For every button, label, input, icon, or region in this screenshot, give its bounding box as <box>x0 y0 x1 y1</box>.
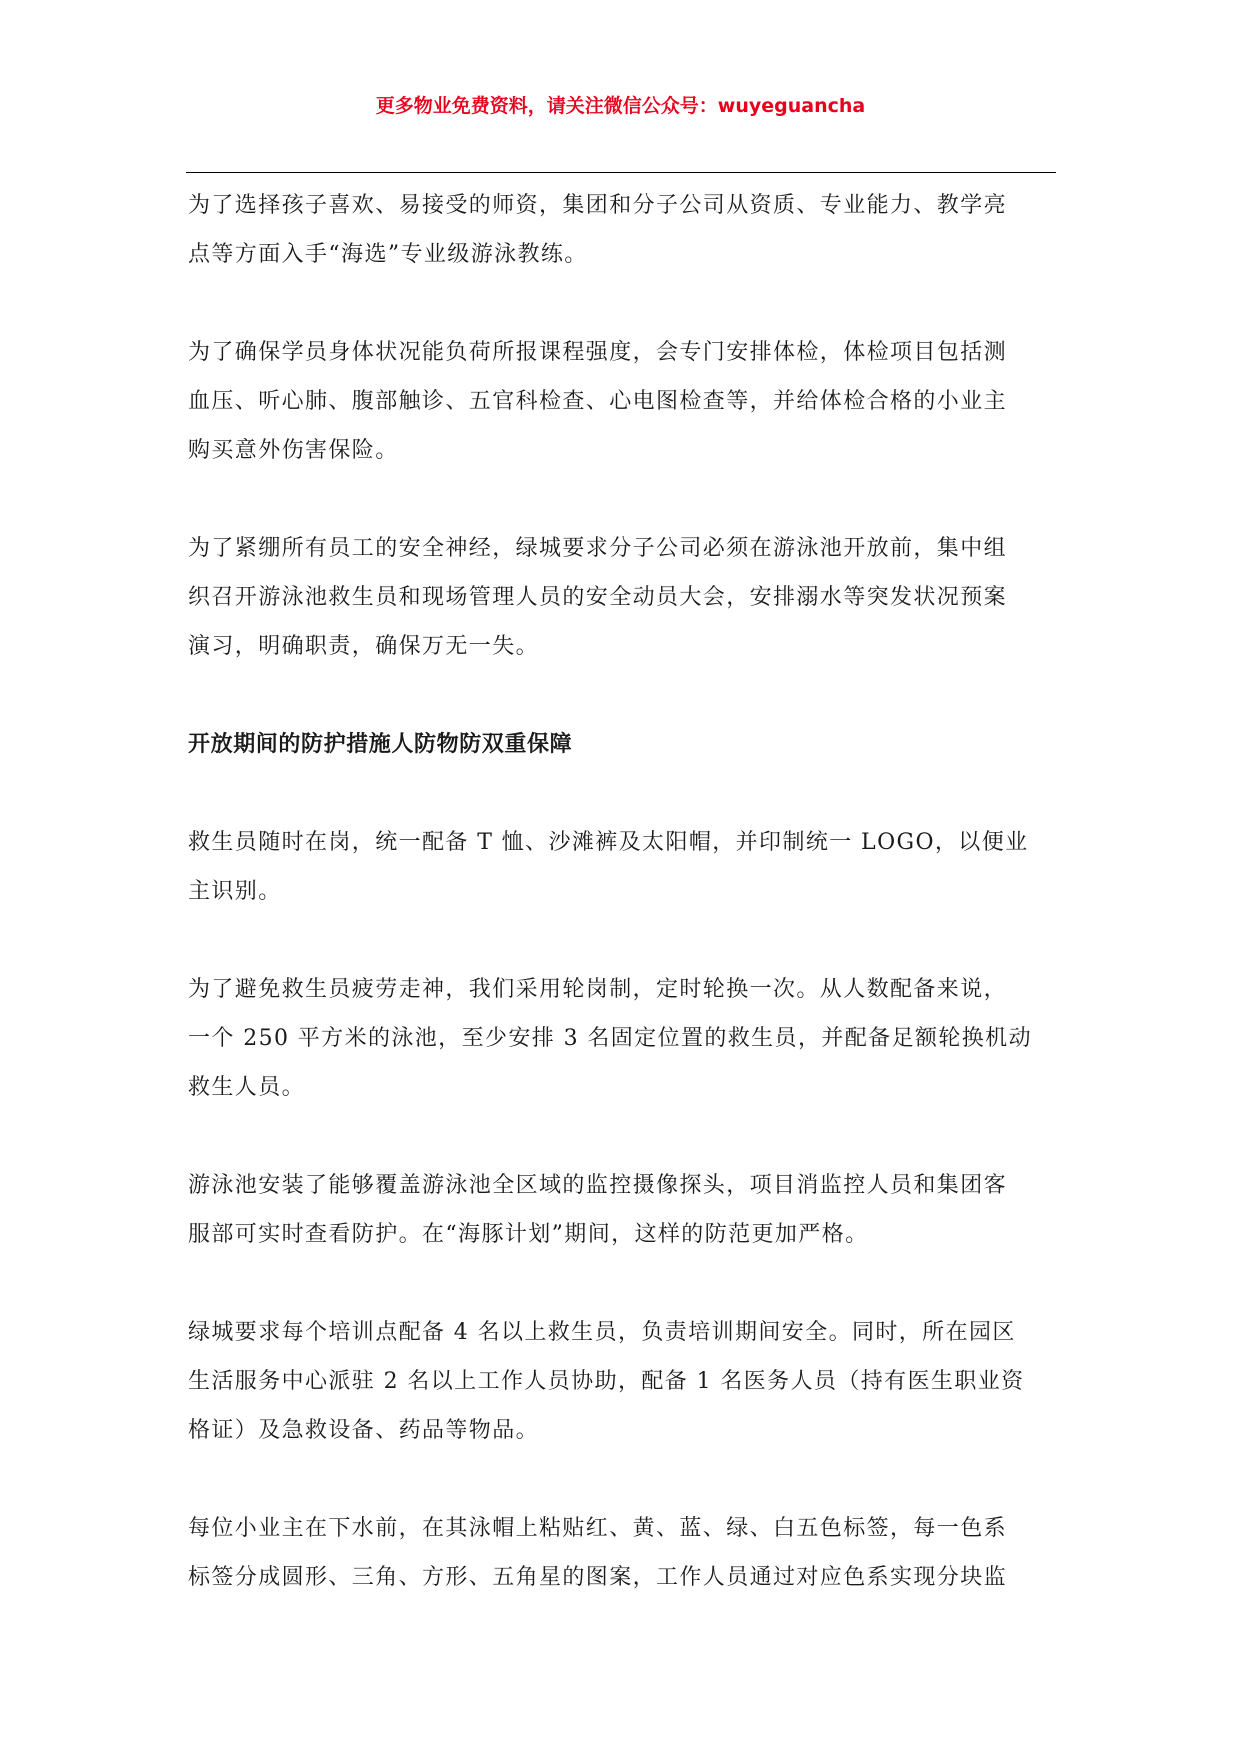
paragraph <box>188 328 1054 475</box>
paragraph <box>188 1504 1054 1602</box>
paragraph <box>188 1161 1054 1259</box>
text-line: 为了选择孩子喜欢、易接受的师资，集团和分子公司从资质、专业能力、教学亮 <box>188 193 1008 218</box>
paragraph <box>188 818 1054 916</box>
document-body <box>188 181 1054 1651</box>
text-line: 每位小业主在下水前，在其泳帽上粘贴红、黄、蓝、绿、白五色标签，每一色系 <box>188 1516 1008 1541</box>
paragraph <box>188 1308 1054 1455</box>
text-line: 游泳池安装了能够覆盖游泳池全区域的监控摄像探头，项目消监控人员和集团客 <box>188 1173 1008 1198</box>
text-line: 标签分成圆形、三角、方形、五角星的图案，工作人员通过对应色系实现分块监 <box>188 1565 1008 1590</box>
promo-header-text: 更多物业免费资料，请关注微信公众号：wuyeguancha <box>375 95 866 117</box>
text-line: 点等方面入手“海选”专业级游泳教练。 <box>188 242 588 267</box>
paragraph <box>188 181 1054 279</box>
text-line: 为了避免救生员疲劳走神，我们采用轮岗制，定时轮换一次。从人数配备来说， <box>188 977 1008 1002</box>
text-line: 购买意外伤害保险。 <box>188 438 399 463</box>
text-line: 为了紧绷所有员工的安全神经，绿城要求分子公司必须在游泳池开放前，集中组 <box>188 536 1008 561</box>
text-line: 演习，明确职责，确保万无一失。 <box>188 634 540 659</box>
text-line: 血压、听心肺、腹部触诊、五官科检查、心电图检查等，并给体检合格的小业主 <box>188 389 1008 414</box>
promo-header <box>0 94 1241 118</box>
text-line: 主识别。 <box>188 879 282 904</box>
text-line: 救生员随时在岗，统一配备 T 恤、沙滩裤及太阳帽，并印制统一 LOGO，以便业 <box>188 830 1029 855</box>
text-line: 一个 250 平方米的泳池，至少安排 3 名固定位置的救生员，并配备足额轮换机动 <box>188 1026 1032 1051</box>
text-line: 服部可实时查看防护。在“海豚计划”期间，这样的防范更加严格。 <box>188 1222 869 1247</box>
text-line: 织召开游泳池救生员和现场管理人员的安全动员大会，安排溺水等突发状况预案 <box>188 585 1008 610</box>
text-line: 格证）及急救设备、药品等物品。 <box>188 1418 540 1443</box>
paragraph <box>188 965 1054 1112</box>
text-line: 救生人员。 <box>188 1075 306 1100</box>
text-line: 绿城要求每个培训点配备 4 名以上救生员，负责培训期间安全。同时，所在园区 <box>188 1320 1016 1345</box>
text-line: 生活服务中心派驻 2 名以上工作人员协助，配备 1 名医务人员（持有医生职业资 <box>188 1369 1025 1394</box>
section-heading <box>188 720 1054 769</box>
section-heading-text: 开放期间的防护措施人防物防双重保障 <box>188 732 573 757</box>
text-line: 为了确保学员身体状况能负荷所报课程强度，会专门安排体检，体检项目包括测 <box>188 340 1008 365</box>
header-divider <box>186 172 1056 173</box>
paragraph <box>188 524 1054 671</box>
